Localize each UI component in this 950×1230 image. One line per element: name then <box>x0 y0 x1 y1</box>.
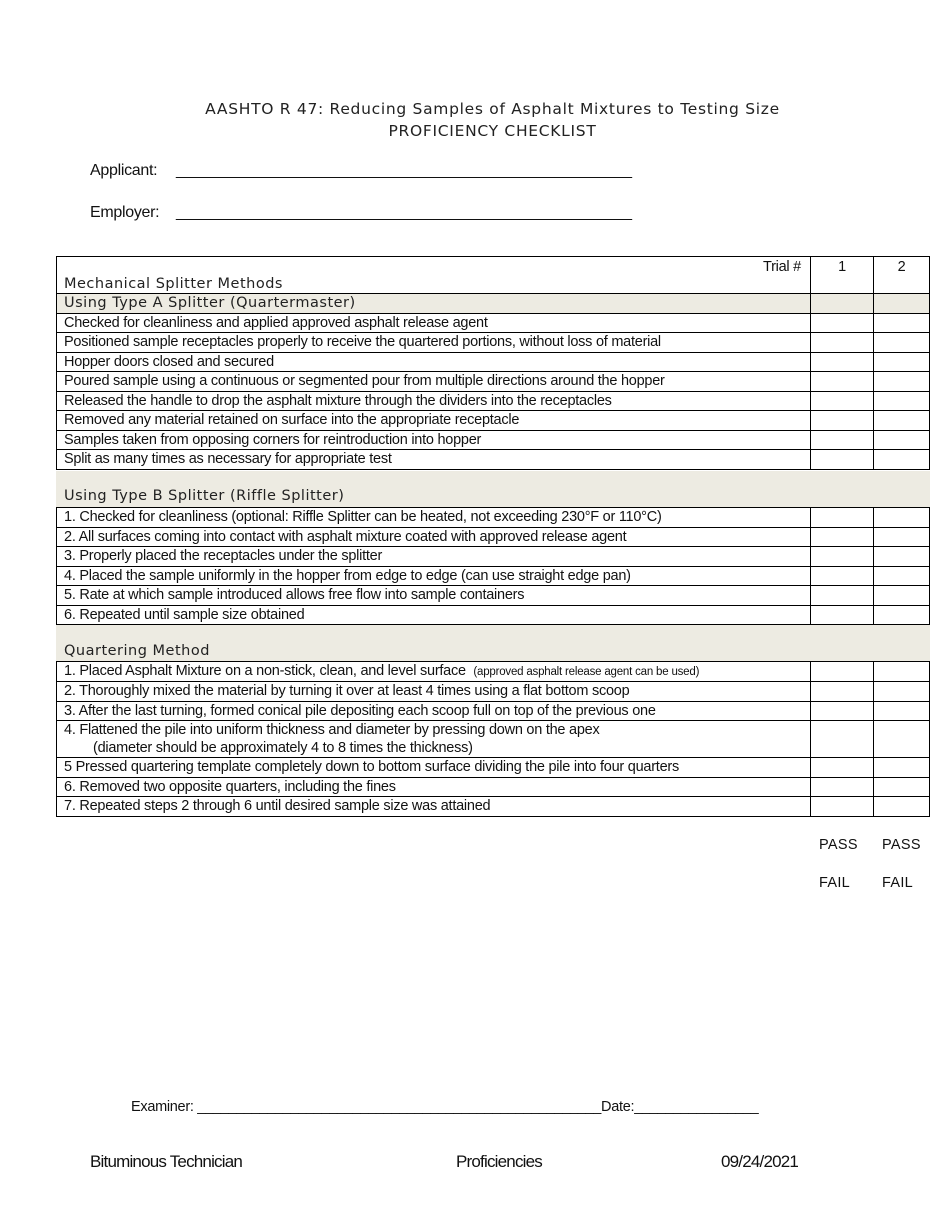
trial-number-1: 1 <box>811 257 874 294</box>
step-text: Split as many times as necessary for appropriate test <box>57 450 811 470</box>
trial-2-checkbox[interactable] <box>874 391 930 411</box>
trial-2-checkbox[interactable] <box>874 662 930 682</box>
trial-2-checkbox[interactable] <box>874 508 930 528</box>
step-text: 7. Repeated steps 2 through 6 until desired sample size was attained <box>57 797 811 817</box>
trial-2-checkbox[interactable] <box>874 547 930 567</box>
step-text: 6. Repeated until sample size obtained <box>57 605 811 625</box>
trial-1-checkbox[interactable] <box>811 605 874 625</box>
step-text: 3. After the last turning, formed conical pile depositing each scoop full on top of the previous one <box>57 701 811 721</box>
step-text: 2. Thoroughly mixed the material by turning it over at least 4 times using a flat bottom scoop <box>57 682 811 702</box>
trial-1-checkbox[interactable] <box>811 411 874 431</box>
trial-label: Trial # <box>763 259 801 275</box>
fail-option-trial-2[interactable]: FAIL <box>882 875 914 891</box>
section-title-mechanical: Mechanical Splitter Methods <box>64 276 283 292</box>
trial-2-checkbox[interactable] <box>874 721 930 758</box>
step-text: 3. Properly placed the receptacles under the splitter <box>57 547 811 567</box>
table-row <box>57 333 930 353</box>
trial-2-checkbox[interactable] <box>874 701 930 721</box>
trial-2-checkbox[interactable] <box>874 586 930 606</box>
trial-number-2: 2 <box>874 257 930 294</box>
trial-2-checkbox[interactable] <box>874 527 930 547</box>
applicant-label: Applicant: <box>90 162 158 179</box>
table-row <box>57 372 930 392</box>
trial-1-checkbox[interactable] <box>811 566 874 586</box>
trial-1-checkbox[interactable] <box>811 586 874 606</box>
trial-1-checkbox[interactable] <box>811 333 874 353</box>
table-row <box>57 391 930 411</box>
trial-2-checkbox[interactable] <box>874 411 930 431</box>
document-subtitle: PROFICIENCY CHECKLIST <box>388 122 597 140</box>
table-row <box>57 430 930 450</box>
table-row <box>57 508 930 528</box>
step-text: Removed any material retained on surface into the appropriate receptacle <box>57 411 811 431</box>
step-text-line1: 4. Flattened the pile into uniform thickness and diameter by pressing down on the apex <box>64 722 600 738</box>
table-row <box>57 662 930 682</box>
table-row <box>57 586 930 606</box>
step-note: (approved asphalt release agent can be used) <box>473 666 700 678</box>
trial-1-checkbox[interactable] <box>811 391 874 411</box>
table-row <box>57 566 930 586</box>
trial-2-checkbox[interactable] <box>874 372 930 392</box>
trial-2-checkbox[interactable] <box>874 605 930 625</box>
table-row <box>57 450 930 470</box>
trial-1-checkbox[interactable] <box>811 682 874 702</box>
checklist-table-quartering <box>56 661 930 817</box>
step-text <box>57 662 811 682</box>
footer-center: Proficiencies <box>456 1152 542 1171</box>
table-header-row <box>57 257 930 294</box>
trial-1-checkbox[interactable] <box>811 430 874 450</box>
trial-1-checkbox[interactable] <box>811 372 874 392</box>
step-text: 1. Checked for cleanliness (optional: Riffle Splitter can be heated, not exceeding 230°F or 110°C) <box>57 508 811 528</box>
checklist-table <box>56 256 930 470</box>
step-text-line2: (diameter should be approximately 4 to 8 times the thickness) <box>93 740 473 756</box>
applicant-line[interactable]: _____________________________________________________ <box>176 162 632 179</box>
checklist-table-type-b <box>56 507 930 625</box>
step-text: 2. All surfaces coming into contact with asphalt mixture coated with approved release agent <box>57 527 811 547</box>
step-text <box>57 721 811 758</box>
trial-2-checkbox[interactable] <box>874 682 930 702</box>
step-text: Poured sample using a continuous or segmented pour from multiple directions around the hopper <box>57 372 811 392</box>
step-text: Hopper doors closed and secured <box>57 352 811 372</box>
trial-1-checkbox[interactable] <box>811 450 874 470</box>
trial-1-checkbox[interactable] <box>811 527 874 547</box>
table-row <box>57 721 930 758</box>
fail-option-trial-1[interactable]: FAIL <box>819 875 851 891</box>
trial-1-checkbox[interactable] <box>811 701 874 721</box>
table-row <box>57 547 930 567</box>
table-row <box>57 352 930 372</box>
section-title-quartering: Quartering Method <box>64 643 210 659</box>
step-text: Released the handle to drop the asphalt mixture through the dividers into the receptacles <box>57 391 811 411</box>
footer-date: 09/24/2021 <box>721 1152 799 1171</box>
trial-1-checkbox[interactable] <box>811 777 874 797</box>
trial-1-checkbox[interactable] <box>811 508 874 528</box>
examiner-date-line[interactable]: Examiner: ____________________________________________________Date:________________ <box>131 1099 759 1115</box>
trial-1-checkbox[interactable] <box>811 721 874 758</box>
section-row-type-a <box>57 294 930 314</box>
section-title-type-b: Using Type B Splitter (Riffle Splitter) <box>64 488 345 504</box>
trial-2-checkbox[interactable] <box>874 450 930 470</box>
step-text-main: 1. Placed Asphalt Mixture on a non-stick, clean, and level surface <box>64 663 466 679</box>
trial-1-checkbox[interactable] <box>811 758 874 778</box>
table-row <box>57 797 930 817</box>
step-text: 5. Rate at which sample introduced allows free flow into sample containers <box>57 586 811 606</box>
shade-cell <box>811 294 874 314</box>
table-row <box>57 411 930 431</box>
table-row <box>57 758 930 778</box>
table-row <box>57 313 930 333</box>
table-row <box>57 527 930 547</box>
header-cell <box>57 257 811 294</box>
document-title: AASHTO R 47: Reducing Samples of Asphalt Mixtures to Testing Size <box>205 100 780 118</box>
footer-left: Bituminous Technician <box>90 1152 243 1171</box>
applicant-field[interactable] <box>90 162 632 180</box>
step-text: 4. Placed the sample uniformly in the hopper from edge to edge (can use straight edge pan) <box>57 566 811 586</box>
trial-2-checkbox[interactable] <box>874 566 930 586</box>
section-title-type-a: Using Type A Splitter (Quartermaster) <box>57 294 811 314</box>
shade-cell <box>874 294 930 314</box>
trial-2-checkbox[interactable] <box>874 430 930 450</box>
pass-option-trial-2[interactable]: PASS <box>882 837 921 853</box>
table-row <box>57 682 930 702</box>
trial-2-checkbox[interactable] <box>874 333 930 353</box>
pass-option-trial-1[interactable]: PASS <box>819 837 858 853</box>
employer-field[interactable] <box>90 204 632 222</box>
step-text: Samples taken from opposing corners for reintroduction into hopper <box>57 430 811 450</box>
trial-1-checkbox[interactable] <box>811 662 874 682</box>
step-text: 6. Removed two opposite quarters, including the fines <box>57 777 811 797</box>
trial-1-checkbox[interactable] <box>811 547 874 567</box>
step-text: Positioned sample receptacles properly to receive the quartered portions, without loss of material <box>57 333 811 353</box>
trial-2-checkbox[interactable] <box>874 758 930 778</box>
step-text: 5 Pressed quartering template completely down to bottom surface dividing the pile into four quarters <box>57 758 811 778</box>
trial-1-checkbox[interactable] <box>811 797 874 817</box>
trial-2-checkbox[interactable] <box>874 777 930 797</box>
trial-2-checkbox[interactable] <box>874 352 930 372</box>
trial-1-checkbox[interactable] <box>811 313 874 333</box>
table-row <box>57 777 930 797</box>
trial-1-checkbox[interactable] <box>811 352 874 372</box>
step-text: Checked for cleanliness and applied approved asphalt release agent <box>57 313 811 333</box>
table-row <box>57 701 930 721</box>
employer-line[interactable]: _____________________________________________________ <box>176 204 632 221</box>
employer-label: Employer: <box>90 204 160 221</box>
trial-2-checkbox[interactable] <box>874 797 930 817</box>
table-row <box>57 605 930 625</box>
trial-2-checkbox[interactable] <box>874 313 930 333</box>
